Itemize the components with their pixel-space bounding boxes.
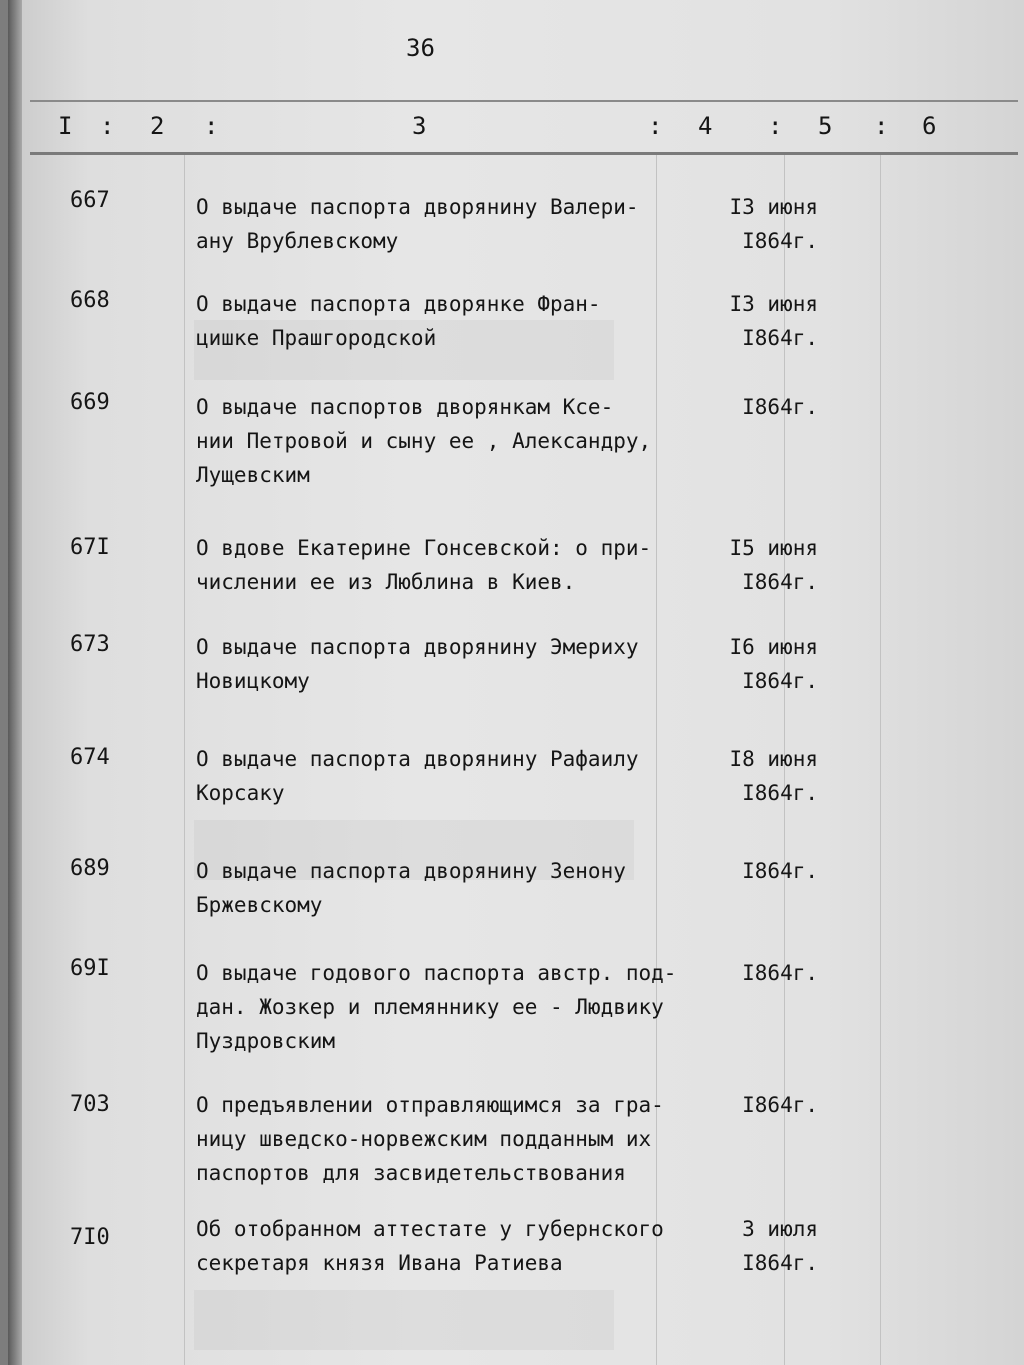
entry-date: I3 июня I864г. [729,195,818,253]
entry-title: О выдаче паспорта дворянину Эмериху Новицкому [196,635,639,693]
entry-date: I8 июня I864г. [729,747,818,805]
column-header-2: 2 [150,112,165,140]
entry-number: 689 [70,856,110,881]
entry-title: О вдове Екатерине Гонсевской: о при- числении ее из Люблина в Киев. [196,536,652,594]
column-header-4: 4 [698,112,713,140]
column-header-6: 6 [922,112,937,140]
entry-date: I6 июня I864г. [729,635,818,693]
bleed-through-shadow [194,1290,614,1350]
entry-number: 673 [70,632,110,657]
column-header-separator: : [874,112,889,140]
entry-date: I864г. [742,1093,818,1117]
column-header-1: I [58,112,73,140]
column-header-separator: : [204,112,219,140]
entry-number: 667 [70,188,110,213]
entry-number: 674 [70,745,110,770]
column-header-separator: : [648,112,663,140]
entry-title: О выдаче паспортов дворянкам Ксе- нии Петровой и сыну ее , Александру, Лущевским [196,395,652,487]
entry-number: 67I [70,535,110,560]
entry-number: 69I [70,956,110,981]
column-header-separator: : [100,112,115,140]
document-page [8,0,1024,1365]
entry-date: I864г. [742,859,818,883]
entry-title: Об отобранном аттестате у губернского секретаря князя Ивана Ратиева [196,1217,664,1275]
entry-title: О выдаче паспорта дворянину Рафаилу Корсаку [196,747,639,805]
entry-date: I5 июня I864г. [729,536,818,594]
column-header-3: 3 [412,112,427,140]
entry-title: О предъявлении отправляющимся за гра- ницу шведско-норвежским подданным их паспортов для засвидетельствования [196,1093,664,1185]
page-number: 36 [406,34,435,62]
entry-date: I864г. [742,395,818,419]
entry-title: О выдаче паспорта дворянину Валери- ану Врублевскому [196,195,639,253]
column-divider [184,155,185,1365]
entry-number: 7I0 [70,1225,110,1250]
entry-date: I3 июня I864г. [729,292,818,350]
header-bottom-rule [30,152,1018,155]
entry-title: О выдаче годового паспорта австр. под- дан. Жозкер и племяннику ее - Людвику Пуздровским [196,961,677,1053]
binding-edge [8,0,22,1365]
entry-number: 668 [70,288,110,313]
entry-number: 703 [70,1092,110,1117]
header-top-rule [30,100,1018,102]
column-header-5: 5 [818,112,833,140]
entry-number: 669 [70,390,110,415]
entry-title: О выдаче паспорта дворянину Зенону Бржевскому [196,859,626,917]
entry-date: 3 июля I864г. [742,1217,818,1275]
column-header-separator: : [768,112,783,140]
column-divider [880,155,881,1365]
entry-title: О выдаче паспорта дворянке Фран- цишке Прашгородской [196,292,601,350]
entry-date: I864г. [742,961,818,985]
